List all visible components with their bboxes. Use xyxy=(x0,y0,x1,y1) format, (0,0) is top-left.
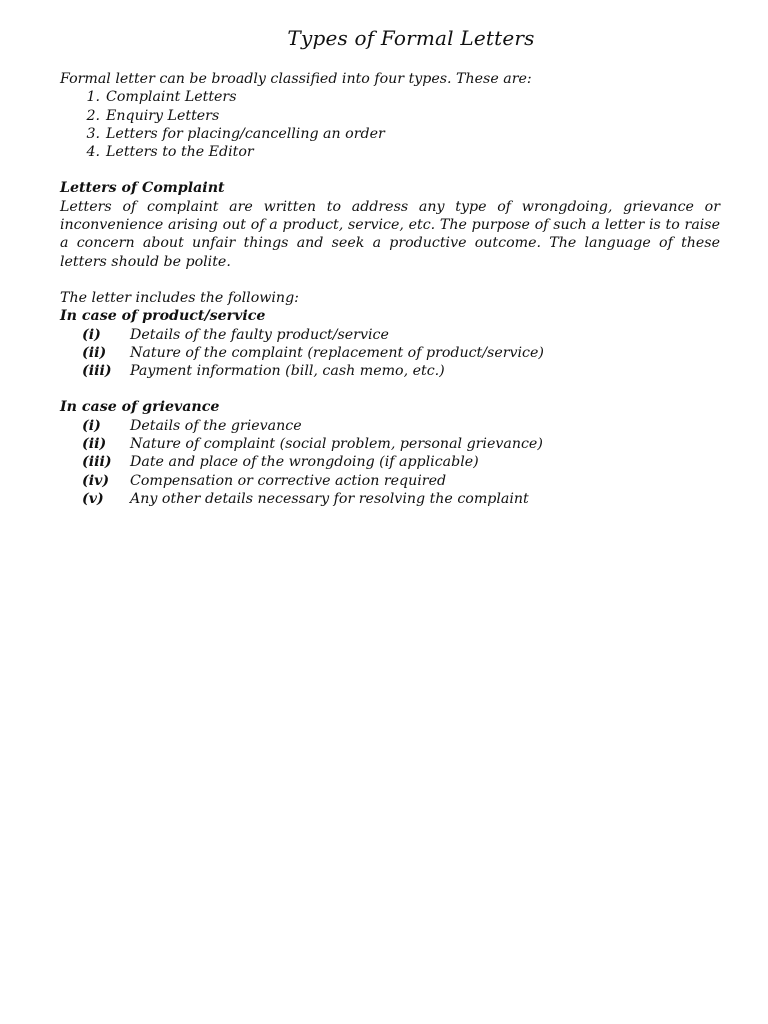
list-item-numeral: (iv) xyxy=(82,472,110,489)
list-item xyxy=(60,344,720,362)
includes-text: The letter includes the following: xyxy=(60,289,299,306)
list-item xyxy=(60,125,720,143)
list-item-numeral: (iii) xyxy=(82,363,112,380)
list-item-text: Details of the faulty product/service xyxy=(130,326,389,343)
list-item-text: Complaint Letters xyxy=(106,89,237,106)
list-item xyxy=(60,107,720,125)
grievance-items-list xyxy=(60,417,720,508)
list-item xyxy=(60,490,720,508)
list-item-number: 2. xyxy=(86,107,100,124)
list-item-numeral: (ii) xyxy=(82,436,107,453)
list-item-text: Letters to the Editor xyxy=(106,144,254,161)
list-item-number: 1. xyxy=(86,89,100,106)
list-item-numeral: (iii) xyxy=(82,454,112,471)
complaint-paragraph: Letters of complaint are written to address any type of wrongdoing, grievance or inconvenience arising out of a product, service, etc. The purpose of such a letter is to raise a concern about unfair things and seek a productive outcome. The language of these letters should be polite. xyxy=(60,198,720,270)
list-item-text: Enquiry Letters xyxy=(106,107,220,124)
list-item xyxy=(60,453,720,471)
list-item xyxy=(60,88,720,106)
list-item xyxy=(60,435,720,453)
list-item xyxy=(60,326,720,344)
list-item-number: 3. xyxy=(86,125,100,142)
list-item-numeral: (v) xyxy=(82,490,104,507)
list-item-text: Letters for placing/cancelling an order xyxy=(106,125,385,142)
list-item-text: Date and place of the wrongdoing (if applicable) xyxy=(130,454,479,471)
list-item-text: Any other details necessary for resolving the complaint xyxy=(130,490,529,507)
list-item xyxy=(60,417,720,435)
list-item-text: Payment information (bill, cash memo, etc.) xyxy=(130,363,445,380)
list-item xyxy=(60,362,720,380)
grievance-heading: In case of grievance xyxy=(60,399,220,416)
list-item-text: Details of the grievance xyxy=(130,417,302,434)
document-content xyxy=(60,24,720,526)
list-item-text: Compensation or corrective action required xyxy=(130,472,447,489)
product-heading: In case of product/service xyxy=(60,308,266,325)
list-item-text: Nature of complaint (social problem, personal grievance) xyxy=(130,436,543,453)
list-item xyxy=(60,472,720,490)
list-item-text: Nature of the complaint (replacement of product/service) xyxy=(130,344,544,361)
page-title: Types of Formal Letters xyxy=(287,26,535,50)
list-item-number: 4. xyxy=(86,144,100,161)
list-item xyxy=(60,143,720,161)
list-item-numeral: (ii) xyxy=(82,344,107,361)
product-items-list xyxy=(60,326,720,381)
complaint-heading: Letters of Complaint xyxy=(60,180,225,197)
letter-types-list xyxy=(60,88,720,161)
intro-text: Formal letter can be broadly classified into four types. These are: xyxy=(60,71,532,87)
list-item-numeral: (i) xyxy=(82,417,101,434)
list-item-numeral: (i) xyxy=(82,326,101,343)
